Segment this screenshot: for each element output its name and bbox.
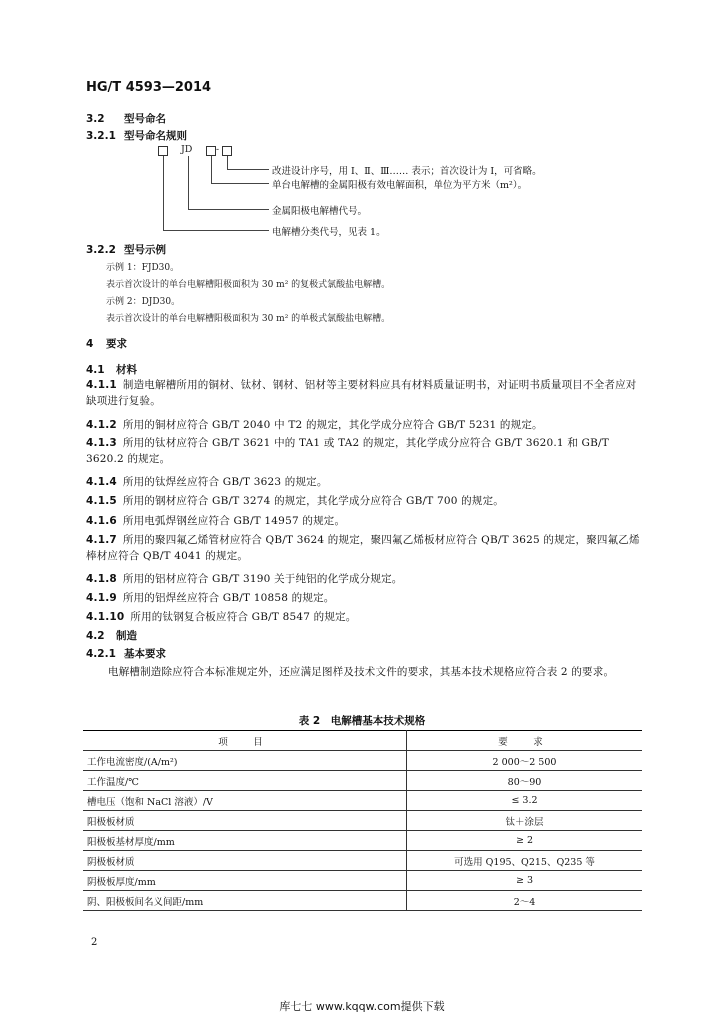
- section-4-2-heading: [86, 628, 137, 643]
- clause-text: 所用的铜材应符合 GB/T 2040 中 T2 的规定，其化学成分应符合 GB/T 5231 的规定。: [122, 419, 543, 431]
- requirement-cell: ≥ 2: [407, 831, 643, 851]
- leader-line: [188, 156, 189, 209]
- column-header-item: 项 目: [83, 731, 407, 751]
- area-label: 单台电解槽的金属阳极有效电解面积，单位为平方米（m²）。: [272, 180, 528, 191]
- table-header-row: [83, 731, 642, 751]
- section-3-2-heading: [86, 111, 166, 126]
- section-number: 3.2: [86, 113, 105, 125]
- dash-separator: -: [216, 145, 220, 155]
- section-number: 3.2.1: [86, 130, 116, 142]
- section-title: 材料: [116, 364, 137, 376]
- table-row: [83, 891, 642, 911]
- clause-number: 4.1.6: [86, 515, 117, 527]
- clause-number: 4.1.1: [86, 379, 117, 391]
- clause-4-1-10: [86, 609, 642, 625]
- requirement-cell: ≤ 3.2: [407, 791, 643, 811]
- clause-text: 制造电解槽所用的铜材、钛材、钢材、铝材等主要材料应具有材料质量证明书，对证明书质量项目不全者应对缺项进行复验。: [86, 379, 637, 407]
- clause-number: 4.1.8: [86, 573, 117, 585]
- paragraph-4-2-1: 电解槽制造除应符合本标准规定外，还应满足图样及技术文件的要求，其基本技术规格应符合表 2 的要求。: [108, 666, 615, 678]
- requirement-cell: 80～90: [407, 771, 643, 791]
- section-number: 4.2.1: [86, 648, 116, 660]
- clause-4-1-9: [86, 590, 642, 606]
- table-row: [83, 871, 642, 891]
- clause-text: 所用的铝材应符合 GB/T 3190 关于纯铝的化学成分规定。: [122, 573, 403, 585]
- code-label: 金属阳极电解槽代号。: [272, 206, 368, 217]
- table-row: [83, 811, 642, 831]
- item-cell: 阳极板材质: [83, 811, 407, 831]
- revision-box: [222, 146, 232, 156]
- section-number: 4: [86, 338, 94, 350]
- metal-anode-code: JD: [181, 144, 193, 155]
- area-box: [206, 146, 216, 156]
- section-title: 型号示例: [124, 244, 166, 256]
- section-title: 基本要求: [124, 648, 166, 660]
- section-number: 4.1: [86, 364, 105, 376]
- leader-line: [211, 183, 269, 184]
- section-number: 4.2: [86, 630, 105, 642]
- leader-line: [227, 156, 228, 169]
- clause-4-1-6: [86, 513, 642, 529]
- table-2-caption: 表 2 电解槽基本技术规格: [298, 715, 426, 727]
- clause-4-1-8: [86, 571, 642, 587]
- clause-number: 4.1.9: [86, 592, 117, 604]
- section-title: 型号命名: [124, 113, 166, 125]
- clause-number: 4.1.5: [86, 495, 117, 507]
- table-row: [83, 751, 642, 771]
- item-cell: 阴、阳极板间名义间距/mm: [83, 891, 407, 911]
- section-title: 制造: [116, 630, 137, 642]
- section-title: 型号命名规则: [124, 130, 187, 142]
- table-row: [83, 831, 642, 851]
- item-cell: 工作电流密度/(A/m²): [83, 751, 407, 771]
- example-2-description: 表示首次设计的单台电解槽阳极面积为 30 m² 的单极式氯酸盐电解槽。: [106, 314, 391, 324]
- revision-label: 改进设计序号，用 Ⅰ、Ⅱ、Ⅲ…… 表示；首次设计为 Ⅰ，可省略。: [272, 166, 542, 177]
- clause-number: 4.1.4: [86, 476, 117, 488]
- clause-4-1-7: [86, 532, 642, 564]
- item-cell: 阴极板材质: [83, 851, 407, 871]
- clause-text: 所用的铝焊丝应符合 GB/T 10858 的规定。: [122, 592, 335, 604]
- item-cell: 阴极板厚度/mm: [83, 871, 407, 891]
- leader-line: [188, 209, 269, 210]
- example-1-description: 表示首次设计的单台电解槽阳极面积为 30 m² 的复极式氯酸盐电解槽。: [106, 280, 391, 290]
- section-4-heading: [86, 336, 127, 351]
- requirement-cell: ≥ 3: [407, 871, 643, 891]
- clause-number: 4.1.7: [86, 534, 117, 546]
- requirement-cell: 可选用 Q195、Q215、Q235 等: [407, 851, 643, 871]
- clause-4-1-2: [86, 417, 642, 433]
- clause-text: 所用的聚四氟乙烯管材应符合 QB/T 3624 的规定，聚四氟乙烯板材应符合 QB/T 3625 的规定，聚四氟乙烯棒材应符合 QB/T 4041 的规定。: [86, 534, 640, 562]
- section-4-1-heading: [86, 362, 137, 377]
- page-number: 2: [91, 937, 98, 948]
- item-cell: 阳极板基材厚度/mm: [83, 831, 407, 851]
- section-4-2-1-heading: [86, 646, 166, 661]
- clause-text: 所用电弧焊钢丝应符合 GB/T 14957 的规定。: [122, 515, 346, 527]
- download-footer: 库七七 www.kqqw.com提供下载: [279, 1000, 445, 1013]
- clause-number: 4.1.3: [86, 437, 117, 449]
- clause-text: 所用的钛材应符合 GB/T 3621 中的 TA1 或 TA2 的规定，其化学成分应符合 GB/T 3620.1 和 GB/T 3620.2 的规定。: [86, 437, 609, 465]
- clause-number: 4.1.10: [86, 611, 125, 623]
- item-cell: 工作温度/℃: [83, 771, 407, 791]
- section-number: 3.2.2: [86, 244, 116, 256]
- clause-4-1-5: [86, 493, 642, 509]
- category-code-box: [158, 146, 168, 156]
- requirement-cell: 钛＋涂层: [407, 811, 643, 831]
- section-title: 要求: [106, 338, 127, 350]
- table-row: [83, 771, 642, 791]
- example-1-label: 示例 1：FJD30。: [106, 263, 180, 273]
- leader-line: [227, 169, 269, 170]
- column-header-requirement: 要 求: [407, 731, 643, 751]
- section-3-2-2-heading: [86, 242, 166, 257]
- clause-number: 4.1.2: [86, 419, 117, 431]
- clause-4-1-1: [86, 377, 642, 409]
- category-label: 电解槽分类代号，见表 1。: [272, 227, 386, 238]
- section-3-2-1-heading: [86, 128, 187, 143]
- clause-text: 所用的钢材应符合 GB/T 3274 的规定，其化学成分应符合 GB/T 700 的规定。: [122, 495, 504, 507]
- item-cell: 槽电压（饱和 NaCl 溶液）/V: [83, 791, 407, 811]
- requirement-cell: 2～4: [407, 891, 643, 911]
- clause-4-1-4: [86, 474, 642, 490]
- leader-line: [163, 230, 269, 231]
- table-2: [83, 730, 642, 911]
- standard-number: HG/T 4593—2014: [86, 80, 212, 95]
- clause-text: 所用的钛焊丝应符合 GB/T 3623 的规定。: [122, 476, 328, 488]
- table-row: [83, 791, 642, 811]
- example-2-label: 示例 2：DJD30。: [106, 297, 181, 307]
- requirement-cell: 2 000～2 500: [407, 751, 643, 771]
- table-row: [83, 851, 642, 871]
- clause-text: 所用的钛钢复合板应符合 GB/T 8547 的规定。: [130, 611, 357, 623]
- clause-4-1-3: [86, 435, 642, 467]
- leader-line: [211, 156, 212, 183]
- leader-line: [163, 156, 164, 230]
